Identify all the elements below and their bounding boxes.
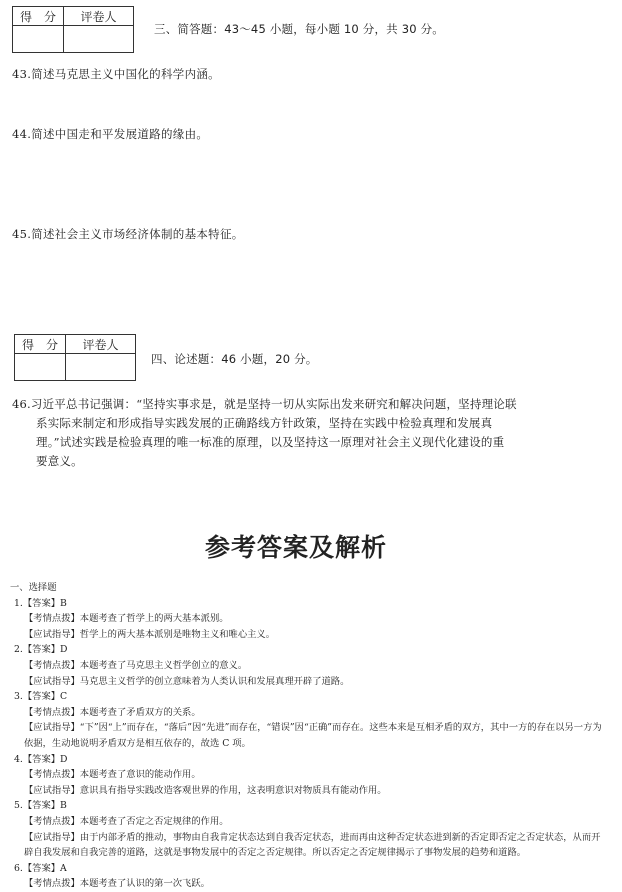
- answer-point: 【考情点拨】本题考查了哲学上的两大基本派别。: [24, 613, 229, 625]
- question-45: 45.简述社会主义市场经济体制的基本特征。: [12, 227, 244, 241]
- answer-point: 【考情点拨】本题考查了马克思主义哲学创立的意义。: [24, 659, 248, 671]
- answer-title: 参考答案及解析: [205, 533, 388, 562]
- answer-list: [10, 580, 600, 892]
- answer-num: 3.【答案】C: [14, 691, 68, 703]
- question-46-line: 系实际来制定和形成指导实践发展的正确路线方针政策，坚持在实践中检验真理和发展真: [36, 416, 493, 430]
- question-46-line: 要意义。: [36, 454, 83, 468]
- answer-num: 5.【答案】B: [14, 800, 67, 812]
- score-box-1: [12, 6, 134, 53]
- score-cell: [15, 354, 66, 381]
- question-46: [12, 395, 517, 471]
- answer-guide: 【应试指导】“下”因“上”而存在，“落后”因“先进”而存在，“错误”因“正确”而存在。这些本来是互相矛盾的双方，其中一方的存在以另一方为依据，生动地说明矛盾双方是相互依存的，故选 C 项。: [24, 722, 602, 749]
- reviewer-cell: [64, 26, 134, 53]
- score-box-2: [14, 334, 136, 381]
- question-44: 44.简述中国走和平发展道路的缘由。: [12, 127, 209, 141]
- answer-num: 4.【答案】D: [14, 753, 68, 765]
- answer-point: 【考情点拨】本题考查了认识的第一次飞跃。: [24, 878, 210, 890]
- section4-heading: 四、论述题：46 小题，20 分。: [151, 352, 318, 366]
- answer-num: 2.【答案】D: [14, 644, 68, 656]
- question-43: 43.简述马克思主义中国化的科学内涵。: [12, 67, 220, 81]
- reviewer-cell: [66, 354, 136, 381]
- score-label: 得 分: [15, 335, 66, 354]
- answer-point: 【考情点拨】本题考查了意识的能动作用。: [24, 769, 201, 781]
- answer-num: 1.【答案】B: [14, 597, 67, 609]
- question-46-line: 46.习近平总书记强调：“坚持实事求是，就是坚持一切从实际出发来研究和解决问题，坚持理论联: [12, 397, 517, 411]
- answer-num: 6.【答案】A: [14, 862, 67, 874]
- question-46-line: 理。”试述实践是检验真理的唯一标准的原理，以及坚持这一原理对社会主义现代化建设的重: [36, 435, 505, 449]
- reviewer-label: 评卷人: [64, 7, 134, 26]
- answer-section-heading: 一、选择题: [10, 582, 57, 593]
- answer-guide: 【应试指导】哲学上的两大基本派别是唯物主义和唯心主义。: [24, 628, 276, 640]
- answer-guide: 【应试指导】由于内部矛盾的推动，事物由自我肯定状态达到自我否定状态，进而再由这种否定状态进到新的否定即否定之否定状态，从而开辟自我发展和自我完善的道路，这就是事物发展中的否定之否定规律。所以否定之否定规律揭示了事物发展的趋势和道路。: [24, 831, 601, 859]
- score-cell: [13, 26, 64, 53]
- section3-heading: 三、简答题：43～45 小题，每小题 10 分，共 30 分。: [154, 22, 445, 36]
- answer-guide: 【应试指导】马克思主义哲学的创立意味着为人类认识和发展真理开辟了道路。: [24, 675, 350, 687]
- reviewer-label: 评卷人: [66, 335, 136, 354]
- answer-point: 【考情点拨】本题考查了矛盾双方的关系。: [24, 706, 201, 718]
- score-label: 得 分: [13, 7, 64, 26]
- answer-point: 【考情点拨】本题考查了否定之否定规律的作用。: [24, 815, 229, 827]
- answer-guide: 【应试指导】意识具有指导实践改造客观世界的作用，这表明意识对物质具有能动作用。: [24, 784, 387, 796]
